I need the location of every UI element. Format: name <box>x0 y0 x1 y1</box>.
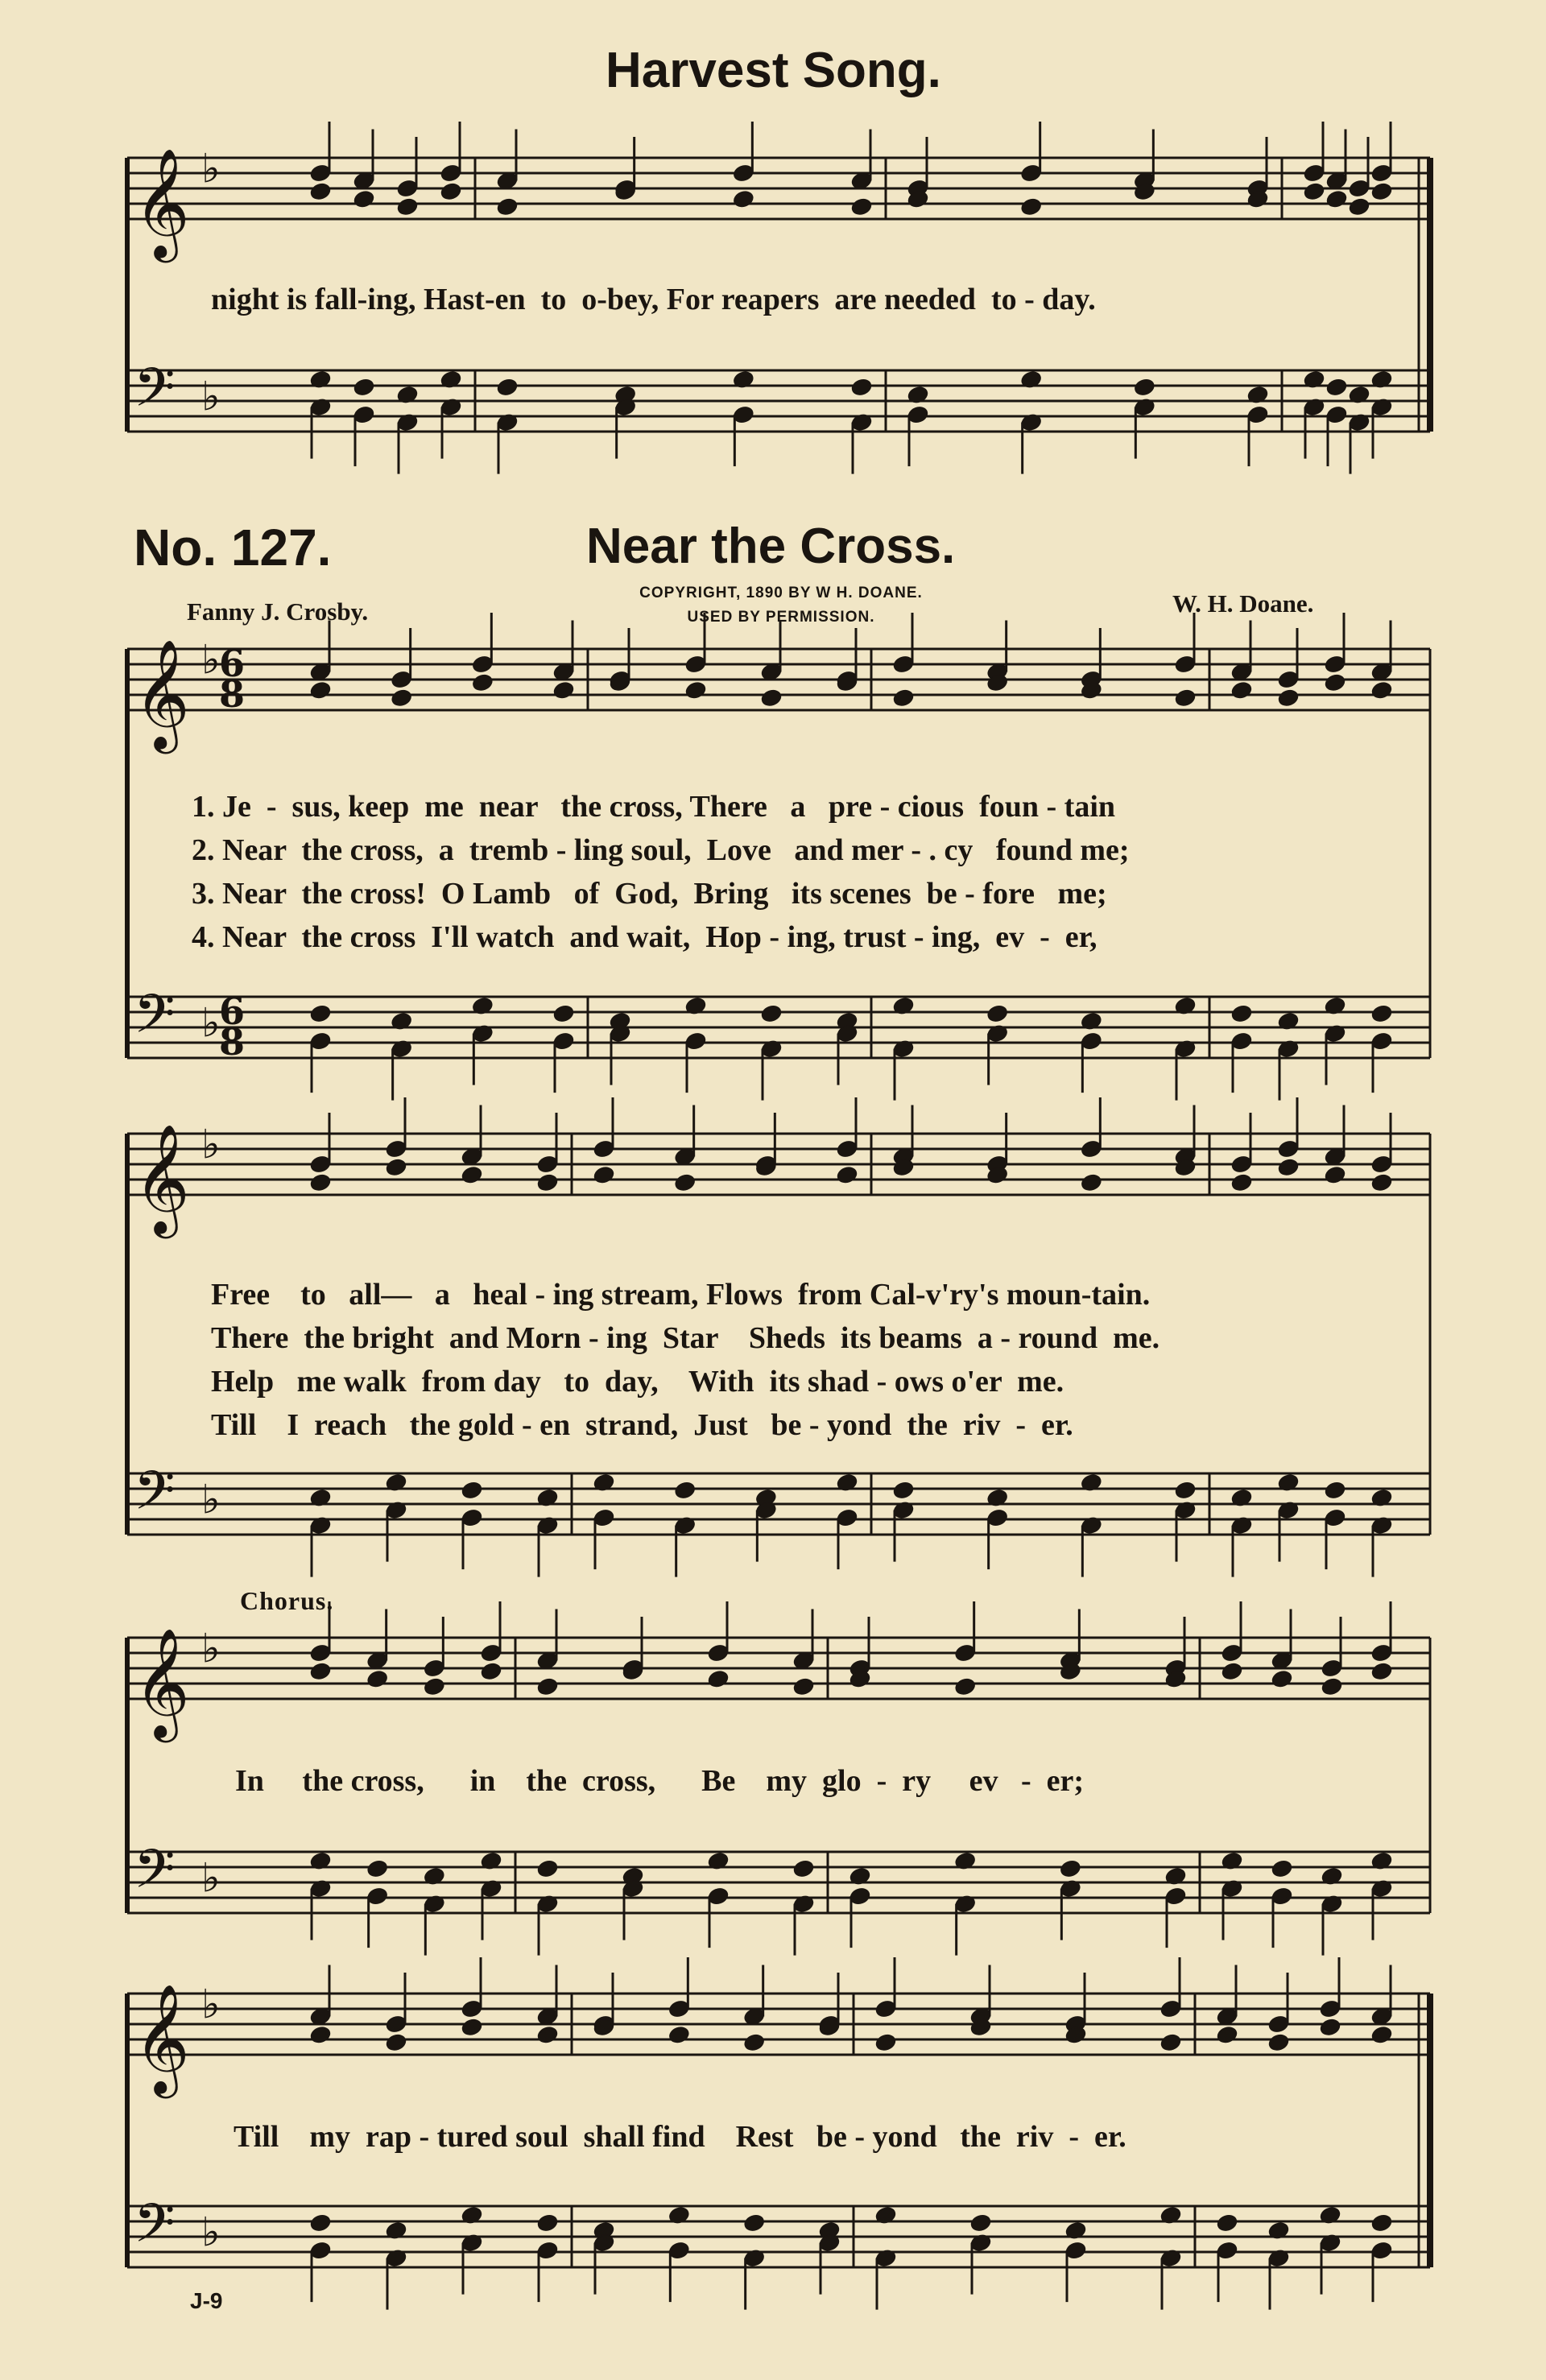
note-head <box>390 688 413 708</box>
note-head <box>309 680 333 700</box>
verse-2-line-2: There the bright and Morn - ing Star Sheds its beams a - round me. <box>211 1321 1160 1355</box>
note-head <box>1174 688 1197 708</box>
note-head <box>1221 1661 1244 1681</box>
flat-sign-icon: ♭ <box>201 636 221 684</box>
verse-1-line-1: 1. Je - sus, keep me near the cross, There a pre - cious foun - tain <box>192 790 1116 824</box>
note-head <box>1321 1676 1344 1696</box>
note-head <box>1133 377 1156 397</box>
note-head <box>1230 1003 1254 1023</box>
note-head <box>593 1165 616 1185</box>
time-signature-digit: 8 <box>219 1020 246 1064</box>
note-head <box>760 1003 783 1023</box>
flat-sign-icon: ♭ <box>201 373 221 420</box>
flat-sign-icon: ♭ <box>201 999 221 1047</box>
note-head <box>1271 1858 1294 1878</box>
note-head <box>1277 1157 1300 1177</box>
note-head <box>496 377 519 397</box>
note-head <box>536 1858 560 1878</box>
page-signature: J-9 <box>190 2288 223 2313</box>
note-head <box>461 2017 484 2037</box>
hymn-number: No. 127. <box>134 519 332 576</box>
note-head <box>1348 196 1371 217</box>
chorus-label: Chorus. <box>240 1586 334 1615</box>
treble-clef-icon: 𝄞 <box>134 638 190 749</box>
note-head <box>874 2032 898 2052</box>
note-head <box>440 181 463 201</box>
verse-3-line-2: Help me walk from day to day, With its shad - ows o'er me. <box>211 1365 1064 1399</box>
note-head <box>1370 181 1394 201</box>
note-head <box>353 189 376 209</box>
verse-4-line-2: Till I reach the gold - en strand, Just be - yond the riv - er. <box>211 1408 1073 1442</box>
flat-sign-icon: ♭ <box>201 145 221 192</box>
verse-3-line-1: 3. Near the cross! O Lamb of God, Bring its scenes be - fore me; <box>192 877 1107 911</box>
note-head <box>385 1157 408 1177</box>
copyright-notice <box>580 581 982 630</box>
note-head <box>836 1165 859 1185</box>
bass-clef-icon: 𝄢 <box>134 983 176 1058</box>
note-head <box>673 1480 697 1500</box>
note-head <box>673 1172 697 1192</box>
note-head <box>1160 2032 1183 2052</box>
note-head <box>1303 181 1326 201</box>
note-head <box>1059 1858 1082 1878</box>
verse-2-line-1: 2. Near the cross, a tremb - ling soul, Love and mer - . cy found me; <box>192 833 1130 867</box>
note-head <box>1370 1003 1394 1023</box>
note-head <box>742 2213 766 2233</box>
hymn-title: Near the Cross. <box>586 519 956 574</box>
note-head <box>668 2025 691 2045</box>
verse-4-line-1: 4. Near the cross I'll watch and wait, Hop - ing, trust - ing, ev - er, <box>192 920 1097 954</box>
note-head <box>536 1172 560 1192</box>
note-head <box>1370 2213 1394 2233</box>
note-head <box>536 2025 560 2045</box>
treble-clef-icon: 𝄞 <box>134 1982 190 2093</box>
note-head <box>366 1858 389 1878</box>
lyricist-credit: Fanny J. Crosby. <box>187 597 369 626</box>
note-head <box>366 1669 389 1689</box>
note-head <box>892 1480 916 1500</box>
note-head <box>1080 1172 1103 1192</box>
flat-sign-icon: ♭ <box>201 2209 221 2256</box>
note-head <box>969 2213 993 2233</box>
copyright-line: COPYRIGHT, 1890 BY W H. DOANE. <box>639 585 923 601</box>
note-head <box>353 377 376 397</box>
note-head <box>536 2213 560 2233</box>
treble-clef-icon: 𝄞 <box>134 147 190 258</box>
note-head <box>1271 1669 1294 1689</box>
time-signature-digit: 6 <box>219 990 246 1033</box>
chorus-line-1: In the cross, in the cross, Be my glo - ry ev - er; <box>235 1764 1085 1798</box>
note-head <box>1216 2025 1239 2045</box>
note-head <box>684 680 708 700</box>
note-head <box>953 1676 977 1696</box>
note-head <box>742 2032 766 2052</box>
note-head <box>1174 1480 1197 1500</box>
note-head <box>1216 2213 1239 2233</box>
note-head <box>536 1676 560 1696</box>
note-head <box>396 196 420 217</box>
note-head <box>1230 1172 1254 1192</box>
note-head <box>1019 196 1043 217</box>
note-head <box>892 688 916 708</box>
note-head <box>496 196 519 217</box>
note-head <box>1370 680 1394 700</box>
previous-hymn-title: Harvest Song. <box>606 43 941 98</box>
note-head <box>385 2032 408 2052</box>
note-head <box>552 680 576 700</box>
bass-clef-icon: 𝄢 <box>134 1838 176 1913</box>
note-head <box>1325 189 1349 209</box>
note-head <box>1324 1165 1347 1185</box>
note-head <box>986 1003 1009 1023</box>
note-head <box>309 2213 333 2233</box>
note-head <box>309 1003 333 1023</box>
chorus-line-2: Till my rap - tured soul shall find Rest be - yond the riv - er. <box>234 2120 1126 2154</box>
flat-sign-icon: ♭ <box>201 1981 221 2028</box>
note-head <box>792 1858 816 1878</box>
note-head <box>1267 2032 1291 2052</box>
note-head <box>760 688 783 708</box>
note-head <box>707 1669 730 1689</box>
note-head <box>309 1661 333 1681</box>
note-head <box>792 1676 816 1696</box>
note-head <box>1370 1172 1394 1192</box>
composer-credit: W. H. Doane. <box>1172 589 1314 618</box>
note-head <box>1277 688 1300 708</box>
verse-1-line-2: Free to all— a heal - ing stream, Flows from Cal-v'ry's moun-tain. <box>211 1278 1151 1312</box>
time-signature-digit: 6 <box>219 642 246 685</box>
bass-clef-icon: 𝄢 <box>134 357 176 432</box>
note-head <box>471 672 494 692</box>
treble-clef-icon: 𝄞 <box>134 1122 190 1233</box>
note-head <box>552 1003 576 1023</box>
treble-clef-icon: 𝄞 <box>134 1626 190 1737</box>
note-head <box>850 377 874 397</box>
previous-hymn-lyric: night is fall-ing, Hast-en to o-bey, For reapers are needed to - day. <box>211 283 1096 316</box>
time-signature-digit: 8 <box>219 672 246 716</box>
note-head <box>1325 377 1349 397</box>
flat-sign-icon: ♭ <box>201 1476 221 1523</box>
note-head <box>309 1172 333 1192</box>
note-head <box>1370 2025 1394 2045</box>
note-head <box>1370 1661 1394 1681</box>
flat-sign-icon: ♭ <box>201 1625 221 1672</box>
note-head <box>850 196 874 217</box>
note-head <box>480 1661 503 1681</box>
note-head <box>1324 672 1347 692</box>
note-head <box>1230 680 1254 700</box>
note-head <box>461 1165 484 1185</box>
permission-line: USED BY PERMISSION. <box>687 609 875 626</box>
note-head <box>461 1480 484 1500</box>
note-head <box>1324 1480 1347 1500</box>
note-head <box>309 181 333 201</box>
flat-sign-icon: ♭ <box>201 1121 221 1168</box>
note-head <box>732 189 755 209</box>
bass-clef-icon: 𝄢 <box>134 2192 176 2267</box>
note-head <box>309 2025 333 2045</box>
note-head <box>1319 2017 1342 2037</box>
bass-clef-icon: 𝄢 <box>134 1460 176 1535</box>
note-head <box>423 1676 446 1696</box>
flat-sign-icon: ♭ <box>201 1854 221 1902</box>
